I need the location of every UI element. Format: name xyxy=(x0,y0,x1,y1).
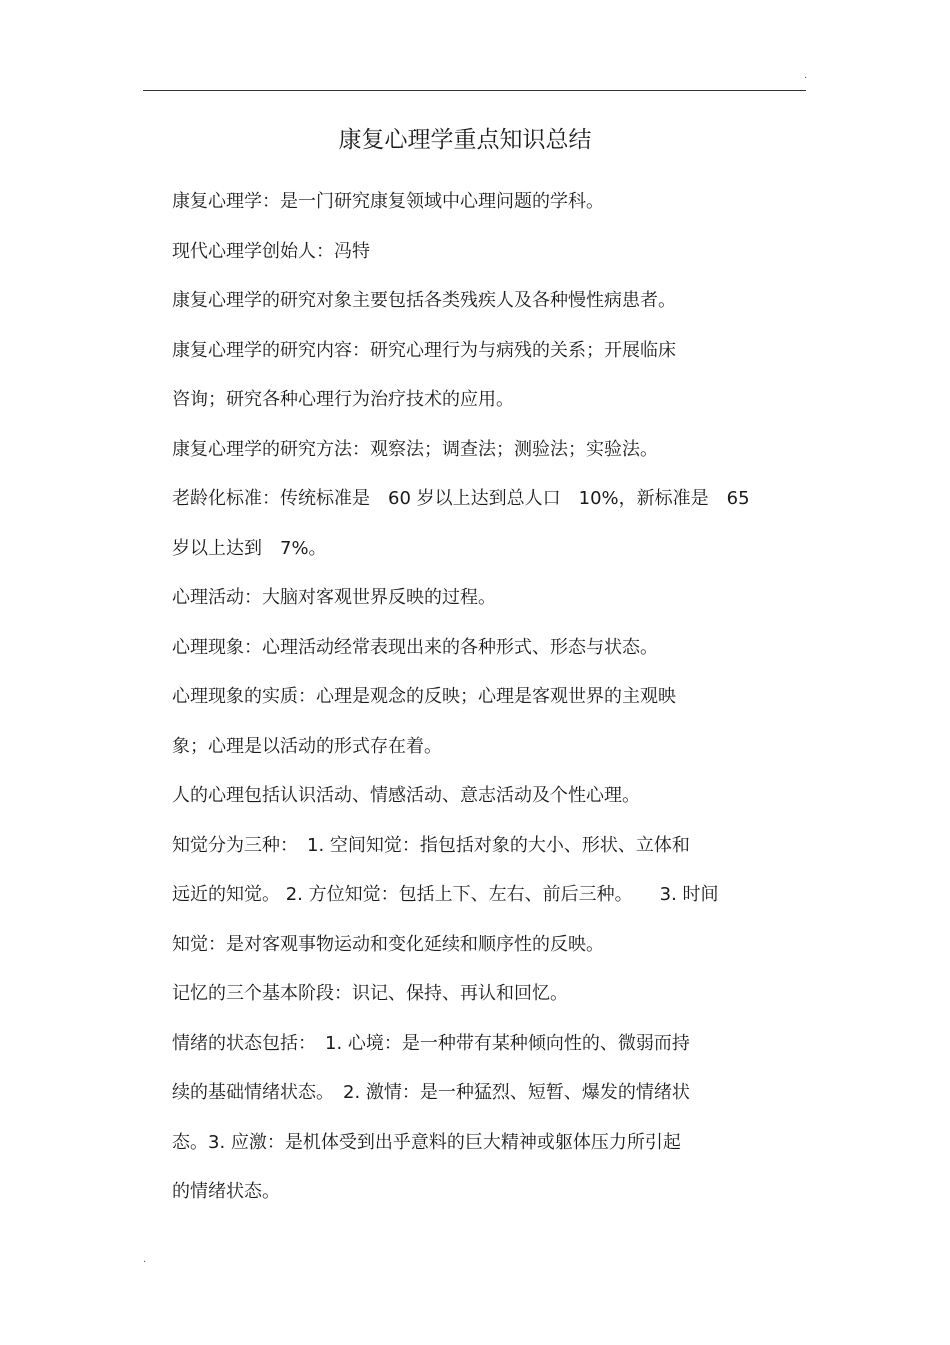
paragraph xyxy=(172,326,822,425)
paragraph xyxy=(172,573,822,623)
document-body xyxy=(172,177,822,1217)
paragraph xyxy=(172,474,822,573)
text-line: 心理现象的实质：心理是观念的反映；心理是客观世界的主观映 xyxy=(172,686,676,707)
paragraph xyxy=(172,1019,822,1217)
paragraph xyxy=(172,425,822,475)
text-line: 态。3. 应激：是机体受到出乎意料的巨大精神或躯体压力所引起 xyxy=(172,1131,681,1153)
paragraph xyxy=(172,821,822,970)
text-line: 康复心理学的研究方法：观察法；调查法；测验法；实验法。 xyxy=(172,438,658,460)
paragraph xyxy=(172,969,822,1019)
header-rule xyxy=(143,90,806,91)
footer-mark: · xyxy=(143,1257,147,1268)
text-line: 康复心理学的研究对象主要包括各类残疾人及各种慢性病患者。 xyxy=(172,290,676,311)
text-line: 知觉分为三种： 1. 空间知觉：指包括对象的大小、形状、立体和 xyxy=(172,834,690,856)
text-line: 象；心理是以活动的形式存在着。 xyxy=(172,735,442,757)
paragraph xyxy=(172,227,822,277)
text-line: 远近的知觉。 2. 方位知觉：包括上下、左右、前后三种。 3. 时间 xyxy=(172,884,719,905)
text-line: 记忆的三个基本阶段：识记、保持、再认和回忆。 xyxy=(172,983,568,1004)
text-line: 的情绪状态。 xyxy=(172,1181,280,1202)
paragraph xyxy=(172,771,822,821)
text-line: 情绪的状态包括： 1. 心境：是一种带有某种倾向性的、微弱而持 xyxy=(172,1032,690,1054)
text-line: 康复心理学：是一门研究康复领域中心理问题的学科。 xyxy=(172,191,604,212)
text-line: 现代心理学创始人：冯特 xyxy=(172,240,370,262)
paragraph xyxy=(172,623,822,673)
text-line: 岁以上达到 7%。 xyxy=(172,537,327,559)
paragraph xyxy=(172,177,822,227)
text-line: 知觉：是对客观事物运动和变化延续和顺序性的反映。 xyxy=(172,933,604,955)
paragraph xyxy=(172,672,822,771)
text-line: 老龄化标准：传统标准是 60 岁以上达到总人口 10%，新标准是 65 xyxy=(172,488,750,509)
document-title: 康复心理学重点知识总结 xyxy=(338,127,592,153)
header-mark: · xyxy=(804,73,808,84)
text-line: 心理活动：大脑对客观世界反映的过程。 xyxy=(172,587,496,608)
text-line: 人的心理包括认识活动、情感活动、意志活动及个性心理。 xyxy=(172,785,640,806)
text-line: 咨询；研究各种心理行为治疗技术的应用。 xyxy=(172,389,514,410)
text-line: 康复心理学的研究内容：研究心理行为与病残的关系；开展临床 xyxy=(172,339,676,361)
text-line: 续的基础情绪状态。 2. 激情：是一种猛烈、短暂、爆发的情绪状 xyxy=(172,1082,690,1103)
paragraph xyxy=(172,276,822,326)
text-line: 心理现象：心理活动经常表现出来的各种形式、形态与状态。 xyxy=(172,636,658,658)
